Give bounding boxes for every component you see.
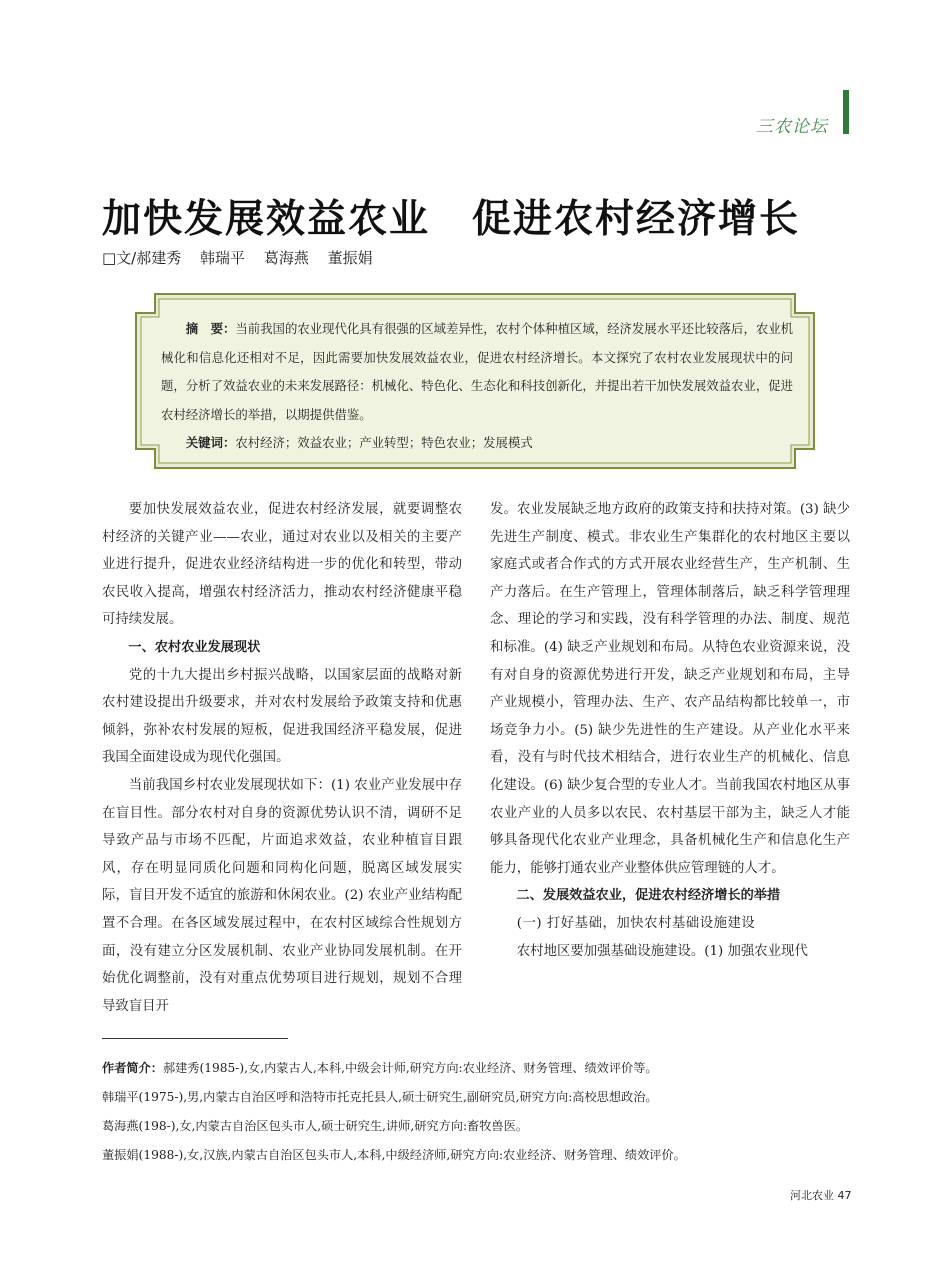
keywords-line [161, 429, 793, 458]
title-part-1: 加快发展效益农业 [102, 197, 431, 242]
body-paragraph: 发。农业发展缺乏地方政府的政策支持和扶持对策。(3) 缺少先进生产制度、模式。非农业生产集群化的农村地区主要以家庭式或者合作式的方式开展农业经营生产，生产机制、生产力落后。在生产管理上，管理体制落后，缺乏科学管理理念、理论的学习和实践，没有科学管理的办法、制度、规范和标准。(4) 缺乏产业规划和布局。从特色农业资源来说，没有对自身的资源优势进行开发，缺乏产业规划和布局，主导产业规模小，管理办法、生产、农产品结构都比较单一，市场竞争力小。(5) 缺少先进性的生产建设。从产业化水平来看，没有与时代技术相结合，进行农业生产的机械化、信息化建设。(6) 缺少复合型的专业人才。当前我国农村地区从事农业产业的人员多以农民、农村基层干部为主，缺乏人才能够具备现代化农业产业理念，具备机械化生产和信息化生产能力，能够打通农业产业整体供应管理链的人才。 [490, 502, 850, 876]
author-name: 董振娟 [327, 249, 373, 267]
bio-line: 葛海燕(198-),女,内蒙古自治区包头市人,硕士研究生,讲师,研究方向:畜牧兽医。 [102, 1119, 528, 1133]
author-prefix: □文/郝建秀 [102, 249, 182, 267]
body-paragraph: 党的十九大提出乡村振兴战略，以国家层面的战略对新农村建设提出升级要求，并对农村发展给予政策支持和优惠倾斜，弥补农村发展的短板，促进我国经济平稳发展，促进我国全面建设成为现代化强国。 [102, 667, 462, 766]
article-title [102, 188, 862, 244]
body-column-left [102, 496, 462, 1020]
subsection-heading: (一) 打好基础，加快农村基础设施建设 [516, 915, 756, 931]
section-heading: 一、农村农业发展现状 [128, 639, 261, 655]
journal-name: 河北农业 [790, 1189, 834, 1202]
body-paragraph: 农村地区要加强基础设施建设。(1) 加强农业现代 [516, 943, 808, 959]
bio-line: 董振娟(1988-),女,汉族,内蒙古自治区包头市人,本科,中级经济师,研究方向:农业经济、财务管理、绩效评价。 [102, 1148, 686, 1162]
abstract-paragraph [161, 315, 793, 429]
bio-line: 韩瑞平(1975-),男,内蒙古自治区呼和浩特市托克托县人,硕士研究生,副研究员,研究方向:高校思想政治。 [102, 1090, 658, 1104]
page-footer [790, 1187, 852, 1203]
body-paragraph: 当前我国乡村农业发展现状如下：(1) 农业产业发展中存在盲目性。部分农村对自身的资源优势认识不清，调研不足导致产品与市场不匹配，片面追求效益，农业种植盲目跟风，存在明显同质化问题和同构化问题，脱离区域发展实际，盲目开发不适宜的旅游和休闲农业。(2) 农业产业结构配置不合理。在各区域发展过程中，在农村区域综合性规划方面，没有建立分区发展机制、农业产业协同发展机制。在开始优化调整前，没有对重点优势项目进行规划，规划不合理导致盲目开 [102, 777, 462, 1014]
section-heading: 二、发展效益农业，促进农村经济增长的举措 [516, 888, 781, 904]
author-bio-block [102, 1054, 862, 1170]
bio-label: 作者简介： [102, 1061, 163, 1075]
body-paragraph: 要加快发展效益农业，促进农村经济发展，就要调整农村经济的关键产业——农业，通过对农业以及相关的主要产业进行提升，促进农业经济结构进一步的优化和转型，带动农民收入提高，增强农村经济活力，推动农村经济健康平稳可持续发展。 [102, 502, 462, 628]
column-accent-bar [843, 90, 849, 134]
bio-line [102, 1054, 862, 1083]
author-name: 葛海燕 [263, 249, 309, 267]
abstract-text: 当前我国的农业现代化具有很强的区域差异性，农村个体种植区域，经济发展水平还比较落后，农业机械化和信息化还相对不足，因此需要加快发展效益农业，促进农村经济增长。本文探究了农村农业发展现状中的问题，分析了效益农业的未来发展路径：机械化、特色化、生态化和科技创新化，并提出若干加快发展效益农业，促进农村经济增长的举措，以期提供借鉴。 [161, 321, 794, 422]
author-name: 韩瑞平 [200, 249, 246, 267]
body-column-right [490, 496, 850, 965]
abstract-box [135, 293, 815, 469]
author-line [102, 247, 387, 268]
title-part-2: 促进农村经济增长 [472, 197, 801, 242]
abstract-label: 摘 要： [185, 321, 236, 336]
column-tag: 三农论坛 [756, 117, 828, 137]
keywords-text: 农村经济；效益农业；产业转型；特色农业；发展模式 [235, 435, 533, 450]
bio-text: 郝建秀(1985-),女,内蒙古人,本科,中级会计师,研究方向:农业经济、财务管理、绩效评价等。 [162, 1061, 658, 1075]
keywords-label: 关键词： [185, 435, 236, 450]
footnote-divider [102, 1038, 288, 1039]
page-number: 47 [837, 1189, 852, 1202]
